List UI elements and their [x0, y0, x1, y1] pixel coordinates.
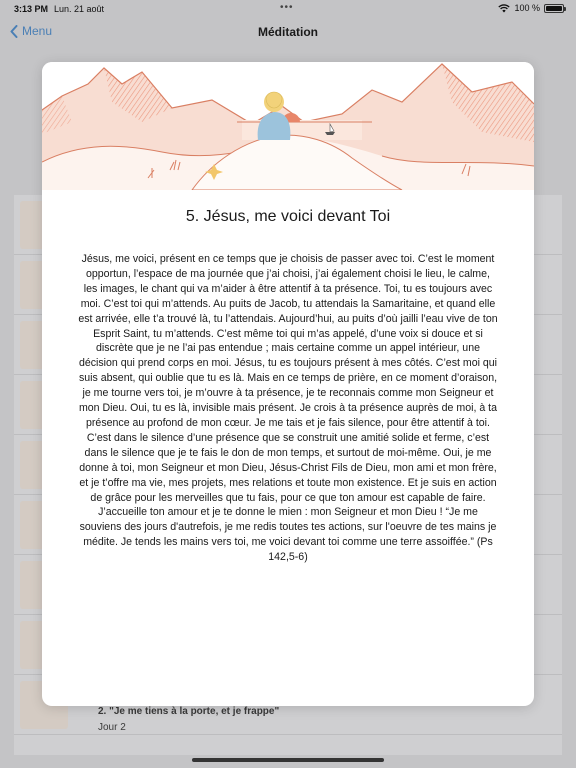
- status-bar: [0, 0, 576, 18]
- meditation-modal: [42, 62, 534, 706]
- list-item-title: 2. "Je me tiens à la porte, et je frappe": [98, 706, 280, 717]
- navigation-bar: [0, 18, 576, 48]
- meditation-text: Jésus, me voici, présent en ce temps que je choisis de passer avec toi. C’est le moment opportun, l’espace de ma journée que j’ai choisi, j’ai également choisi le lieu, le calme, les images, le chant qui va m’aider à être attentif à ta présence. Toi, tu es toujours avec moi. C’est toi qui m’attends. Au puits de Jacob, tu attendais la Samaritaine, et quand elle est arrivée, elle t’a trouvé là, tu l’attendais. Aujourd’hui, au puits d’où jailli l’eau vive de ton Esprit Saint, tu m’attends. C’est même toi qui m’as appelé, d’une voix si douce et si discrète que je ne l’ai pas entendue ; mais certaine comme un appel intérieur, une décision qui prend corps en moi. Jésus, tu es toujours présent à mes côtés. C’est moi qui suis absent, qui oublie que tu es là. Mais en ce temps de prière, en ce moment d’oraison, je me tourne vers toi, je m’ouvre à ta présence, je te reconnais comme mon Seigneur et mon Dieu. Oui, tu es là, invisible mais présent. Je crois à ta présence auprès de moi, à ta présence au profond de mon cœur. Je me tais et je fais silence, pour être attentif à toi. C’est dans le silence d’une présence que se construit une amitié solide et ferme, c’est dans le silence que je te fais le don de mon temps, et surtout de moi-même. Oui, je me donne à toi, mon Seigneur et mon Dieu, Jésus-Christ Fils de Dieu, mon ami et mon frère, et je t’offre ma vie, mes projets, mes relations et toute mon existence. Et je suis en action de grâce pour les merveilles que tu fais, pour ce que ton amour est capable de faire. J’accueille ton amour et je te donne le mien : mon Seigneur et mon Dieu ! “Je me souviens des jours d'autrefois, je me redis toutes tes actions, sur l'oeuvre de tes mains je médite. Je tends les mains vers toi, me voici devant toi comme une terre assoiffée.” (Ps 142,5-6): [78, 253, 498, 564]
- multitasking-dots-icon[interactable]: •••: [280, 2, 294, 13]
- battery-level: [546, 6, 562, 11]
- meditation-title: 5. Jésus, me voici devant Toi: [185, 208, 391, 225]
- page-title: Méditation: [258, 25, 318, 39]
- status-right: [498, 3, 564, 13]
- battery-percent: 100 %: [514, 3, 540, 13]
- list-item-subtitle: Jour 2: [98, 722, 126, 733]
- battery-icon: [544, 4, 564, 13]
- wifi-icon: [498, 4, 510, 13]
- status-date: Lun. 21 août: [54, 4, 105, 14]
- hero-illustration: [42, 62, 534, 190]
- status-time: 3:13 PM: [14, 4, 49, 14]
- back-button-label: Menu: [22, 24, 53, 38]
- home-indicator[interactable]: [192, 758, 384, 762]
